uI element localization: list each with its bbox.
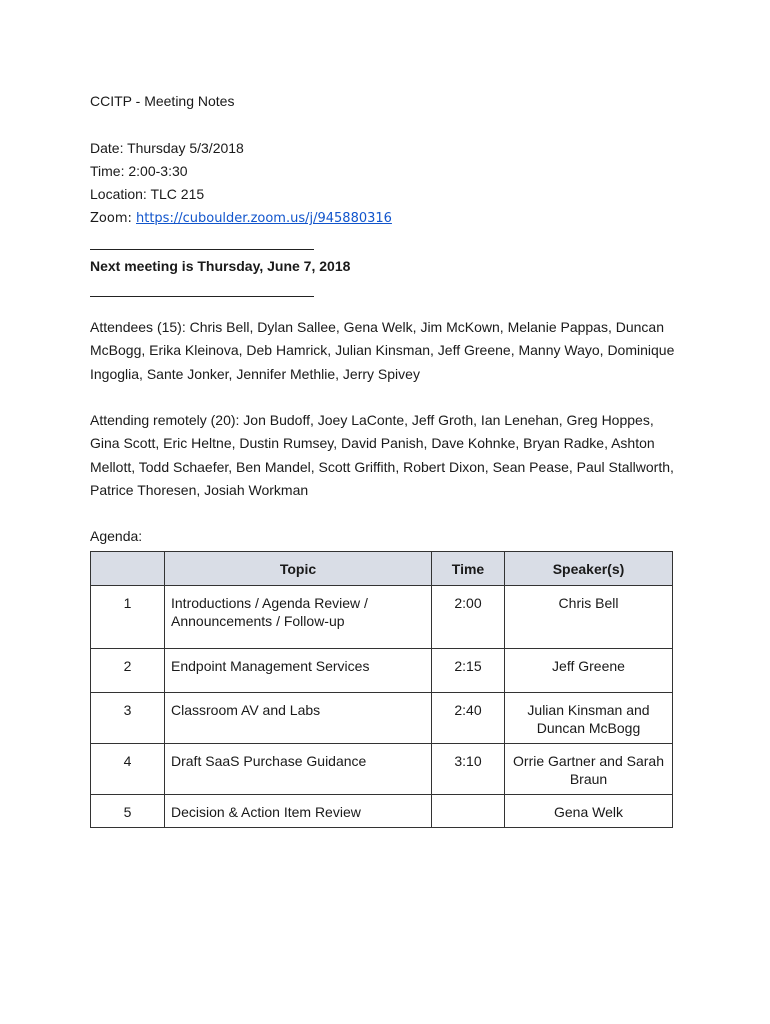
row-topic: Draft SaaS Purchase Guidance (165, 744, 432, 795)
header-number (91, 552, 165, 586)
table-row (91, 649, 673, 693)
row-speaker: Orrie Gartner and Sarah Braun (505, 744, 673, 795)
row-speaker: Gena Welk (505, 795, 673, 828)
agenda-header-row (91, 552, 673, 586)
agenda-label: Agenda: (90, 528, 143, 544)
document-title: CCITP - Meeting Notes (90, 93, 235, 109)
meeting-date: Date: Thursday 5/3/2018 (90, 140, 244, 156)
zoom-link[interactable]: https://cuboulder.zoom.us/j/945880316 (136, 211, 392, 226)
agenda-table (90, 551, 673, 828)
row-number: 2 (91, 649, 165, 693)
row-speaker: Chris Bell (505, 586, 673, 649)
row-number: 3 (91, 693, 165, 744)
header-speakers: Speaker(s) (505, 552, 673, 586)
row-time: 2:00 (432, 586, 505, 649)
row-topic: Classroom AV and Labs (165, 693, 432, 744)
header-time: Time (432, 552, 505, 586)
row-time (432, 795, 505, 828)
divider-top (90, 249, 314, 250)
attendees-list: Attendees (15): Chris Bell, Dylan Sallee, Gena Welk, Jim McKown, Melanie Pappas, Duncan McBogg, Erika Kleinova, Deb Hamrick, Julian Kinsman, Jeff Greene, Manny Wayo, Dominique Ingoglia, Sante Jonker, Jennifer Methlie, Jerry Spivey (90, 319, 675, 382)
divider-bottom (90, 296, 314, 297)
table-row (91, 586, 673, 649)
row-speaker: Julian Kinsman and Duncan McBogg (505, 693, 673, 744)
zoom-line (90, 209, 392, 226)
table-row (91, 693, 673, 744)
row-time: 2:15 (432, 649, 505, 693)
header-topic: Topic (165, 552, 432, 586)
row-topic: Introductions / Agenda Review / Announcements / Follow-up (165, 586, 432, 649)
remote-attendees-list: Attending remotely (20): Jon Budoff, Joey LaConte, Jeff Groth, Ian Lenehan, Greg Hoppes, Gina Scott, Eric Heltne, Dustin Rumsey, David Panish, Dave Kohnke, Bryan Radke, Ashton Mellott, Todd Schaefer, Ben Mandel, Scott Griffith, Robert Dixon, Sean Pease, Paul Stallworth, Patrice Thoresen, Josiah Workman (90, 412, 674, 498)
row-number: 5 (91, 795, 165, 828)
row-topic: Decision & Action Item Review (165, 795, 432, 828)
row-speaker: Jeff Greene (505, 649, 673, 693)
meeting-location: Location: TLC 215 (90, 186, 205, 202)
row-time: 2:40 (432, 693, 505, 744)
row-number: 1 (91, 586, 165, 649)
zoom-label: Zoom: (90, 211, 136, 226)
table-row (91, 795, 673, 828)
row-number: 4 (91, 744, 165, 795)
table-row (91, 744, 673, 795)
row-time: 3:10 (432, 744, 505, 795)
row-topic: Endpoint Management Services (165, 649, 432, 693)
next-meeting-notice: Next meeting is Thursday, June 7, 2018 (90, 258, 351, 274)
meeting-time: Time: 2:00-3:30 (90, 163, 188, 179)
